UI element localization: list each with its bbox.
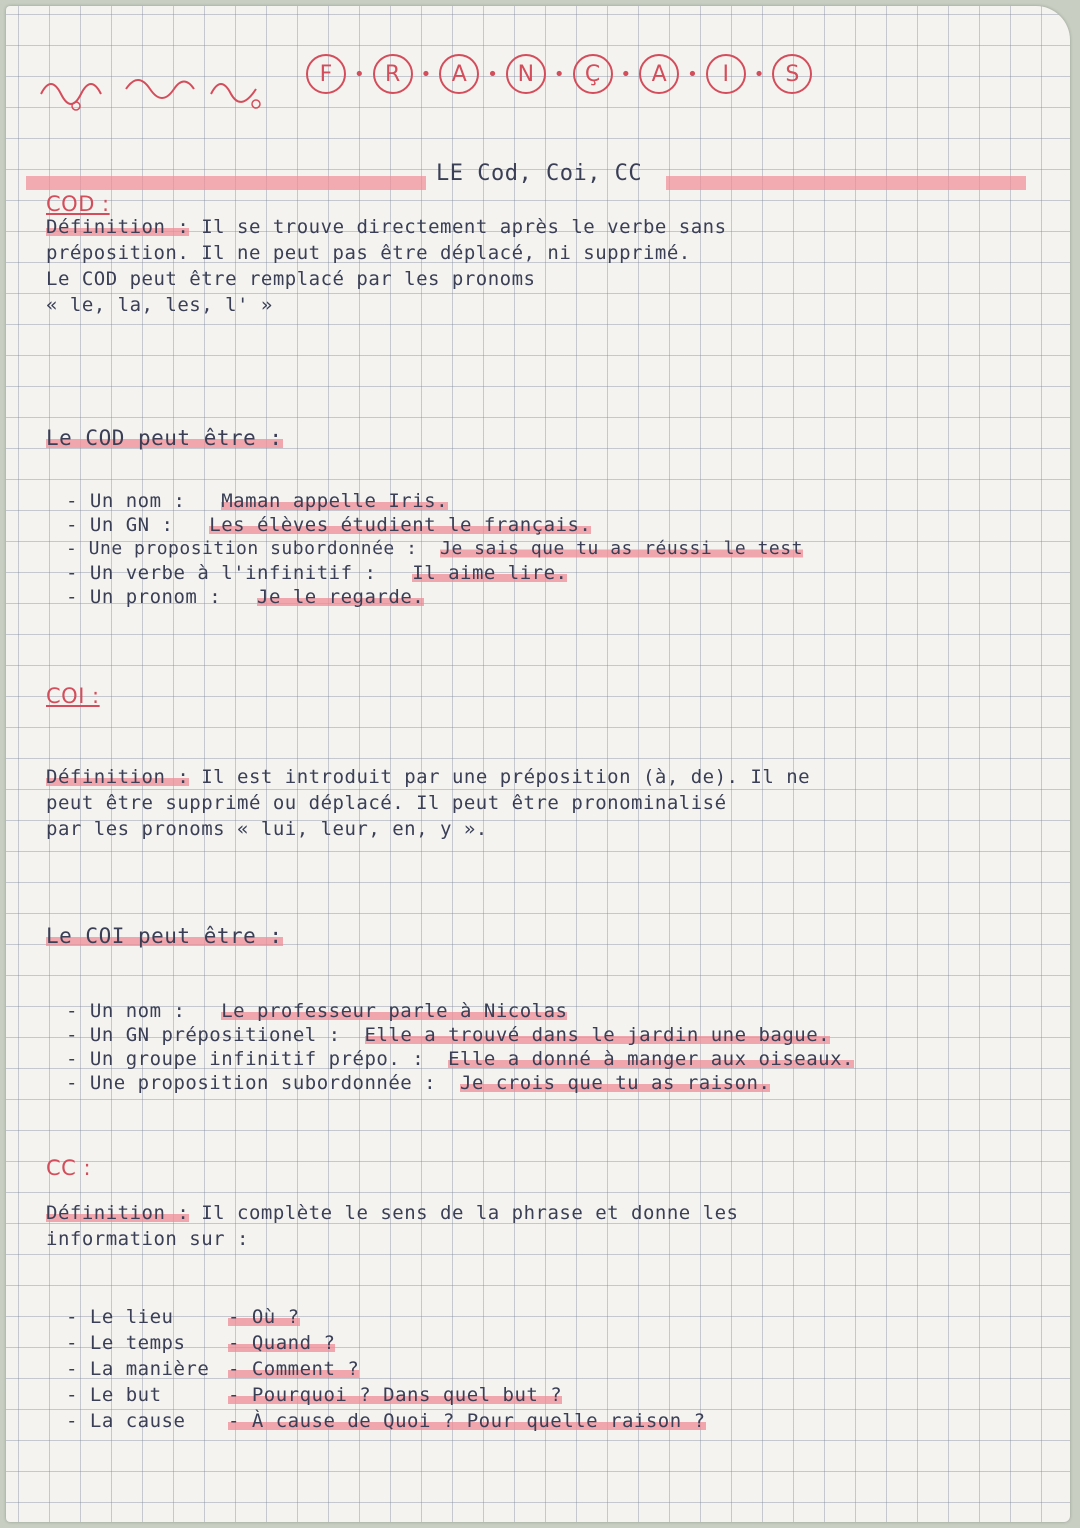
cod-heading: COD : bbox=[46, 192, 110, 216]
item-question: - Comment ? bbox=[227, 1358, 360, 1380]
list-item bbox=[66, 538, 803, 559]
title-letter: I bbox=[706, 54, 746, 94]
item-example: Maman appelle Iris. bbox=[221, 490, 449, 512]
item-kind: - Le lieu bbox=[66, 1306, 174, 1328]
list-item bbox=[66, 1306, 300, 1328]
list-item bbox=[66, 1384, 562, 1406]
item-kind: - Le temps bbox=[66, 1332, 186, 1354]
title-letter: Ç bbox=[573, 54, 613, 94]
item-kind: - Un pronom : bbox=[66, 586, 222, 608]
cc-definition-line bbox=[46, 1202, 739, 1224]
coi-definition-text: Il est introduit par une préposition (à, de). Il ne bbox=[201, 766, 811, 788]
coi-definition-line: peut être supprimé ou déplacé. Il peut être pronominalisé bbox=[46, 792, 727, 814]
cod-definition-label: Définition : bbox=[46, 216, 190, 238]
title-letter: S bbox=[772, 54, 812, 94]
cod-can-be: Le COD peut être : bbox=[46, 426, 283, 450]
list-item bbox=[66, 586, 424, 608]
item-example: Elle a trouvé dans le jardin une bague. bbox=[364, 1024, 831, 1046]
item-example: Le professeur parle à Nicolas bbox=[221, 1000, 568, 1022]
item-question: - À cause de Quoi ? Pour quelle raison ? bbox=[227, 1410, 706, 1432]
item-kind: - Une proposition subordonnée : bbox=[66, 538, 418, 559]
cc-definition-line: information sur : bbox=[46, 1228, 249, 1250]
coi-definition-label: Définition : bbox=[46, 766, 190, 788]
title-letter: A bbox=[639, 54, 679, 94]
highlight-bar bbox=[26, 176, 426, 190]
item-example: Les élèves étudient le français. bbox=[209, 514, 592, 536]
item-kind: - Une proposition subordonnée : bbox=[66, 1072, 437, 1094]
coi-heading: COI : bbox=[46, 684, 100, 708]
item-kind: - Un verbe à l'infinitif : bbox=[66, 562, 377, 584]
item-example: Je sais que tu as réussi le test bbox=[440, 538, 803, 559]
list-item bbox=[66, 514, 591, 536]
list-item bbox=[66, 562, 567, 584]
title-letter: N bbox=[506, 54, 546, 94]
cod-definition-line bbox=[46, 216, 727, 238]
item-kind: - La manière bbox=[66, 1358, 210, 1380]
list-item bbox=[66, 1048, 854, 1070]
list-item bbox=[66, 1332, 335, 1354]
item-example: Je crois que tu as raison. bbox=[460, 1072, 771, 1094]
title-letter: R bbox=[373, 54, 413, 94]
highlight-bar bbox=[666, 176, 1026, 190]
item-example: Je le regarde. bbox=[257, 586, 425, 608]
item-kind: - Le but bbox=[66, 1384, 162, 1406]
coi-definition-line bbox=[46, 766, 810, 788]
item-question: - Pourquoi ? Dans quel but ? bbox=[227, 1384, 563, 1406]
list-item bbox=[66, 1358, 359, 1380]
lesson-title: LE Cod, Coi, CC bbox=[436, 161, 643, 186]
item-kind: - Un nom : bbox=[66, 1000, 186, 1022]
notebook-page bbox=[6, 6, 1070, 1522]
item-question: - Quand ? bbox=[227, 1332, 336, 1354]
list-item bbox=[66, 1000, 567, 1022]
list-item bbox=[66, 1072, 770, 1094]
item-question: - Où ? bbox=[227, 1306, 300, 1328]
item-kind: - La cause bbox=[66, 1410, 186, 1432]
cc-definition-text: Il complète le sens de la phrase et donne les bbox=[201, 1202, 739, 1224]
title-letter: A bbox=[439, 54, 479, 94]
list-item bbox=[66, 1410, 706, 1432]
title-letter: F bbox=[306, 54, 346, 94]
item-example: Il aime lire. bbox=[412, 562, 568, 584]
item-kind: - Un GN : bbox=[66, 514, 174, 536]
coi-can-be: Le COI peut être : bbox=[46, 924, 283, 948]
title-francais: F • R • A • N • Ç • A • I • S bbox=[306, 54, 812, 94]
cc-heading: CC : bbox=[46, 1156, 92, 1180]
item-kind: - Un GN prépositionel : bbox=[66, 1024, 341, 1046]
floral-doodle-icon bbox=[36, 64, 296, 114]
item-kind: - Un groupe infinitif prépo. : bbox=[66, 1048, 425, 1070]
list-item bbox=[66, 1024, 830, 1046]
list-item bbox=[66, 490, 448, 512]
cod-definition-line: Le COD peut être remplacé par les pronoms bbox=[46, 268, 536, 290]
coi-definition-line: par les pronoms « lui, leur, en, y ». bbox=[46, 818, 488, 840]
cc-definition-label: Définition : bbox=[46, 1202, 190, 1224]
cod-definition-text: Il se trouve directement après le verbe sans bbox=[201, 216, 727, 238]
item-kind: - Un nom : bbox=[66, 490, 186, 512]
cod-definition-line: préposition. Il ne peut pas être déplacé, ni supprimé. bbox=[46, 242, 691, 264]
item-example: Elle a donné à manger aux oiseaux. bbox=[448, 1048, 854, 1070]
cod-definition-line: « le, la, les, l' » bbox=[46, 294, 273, 316]
